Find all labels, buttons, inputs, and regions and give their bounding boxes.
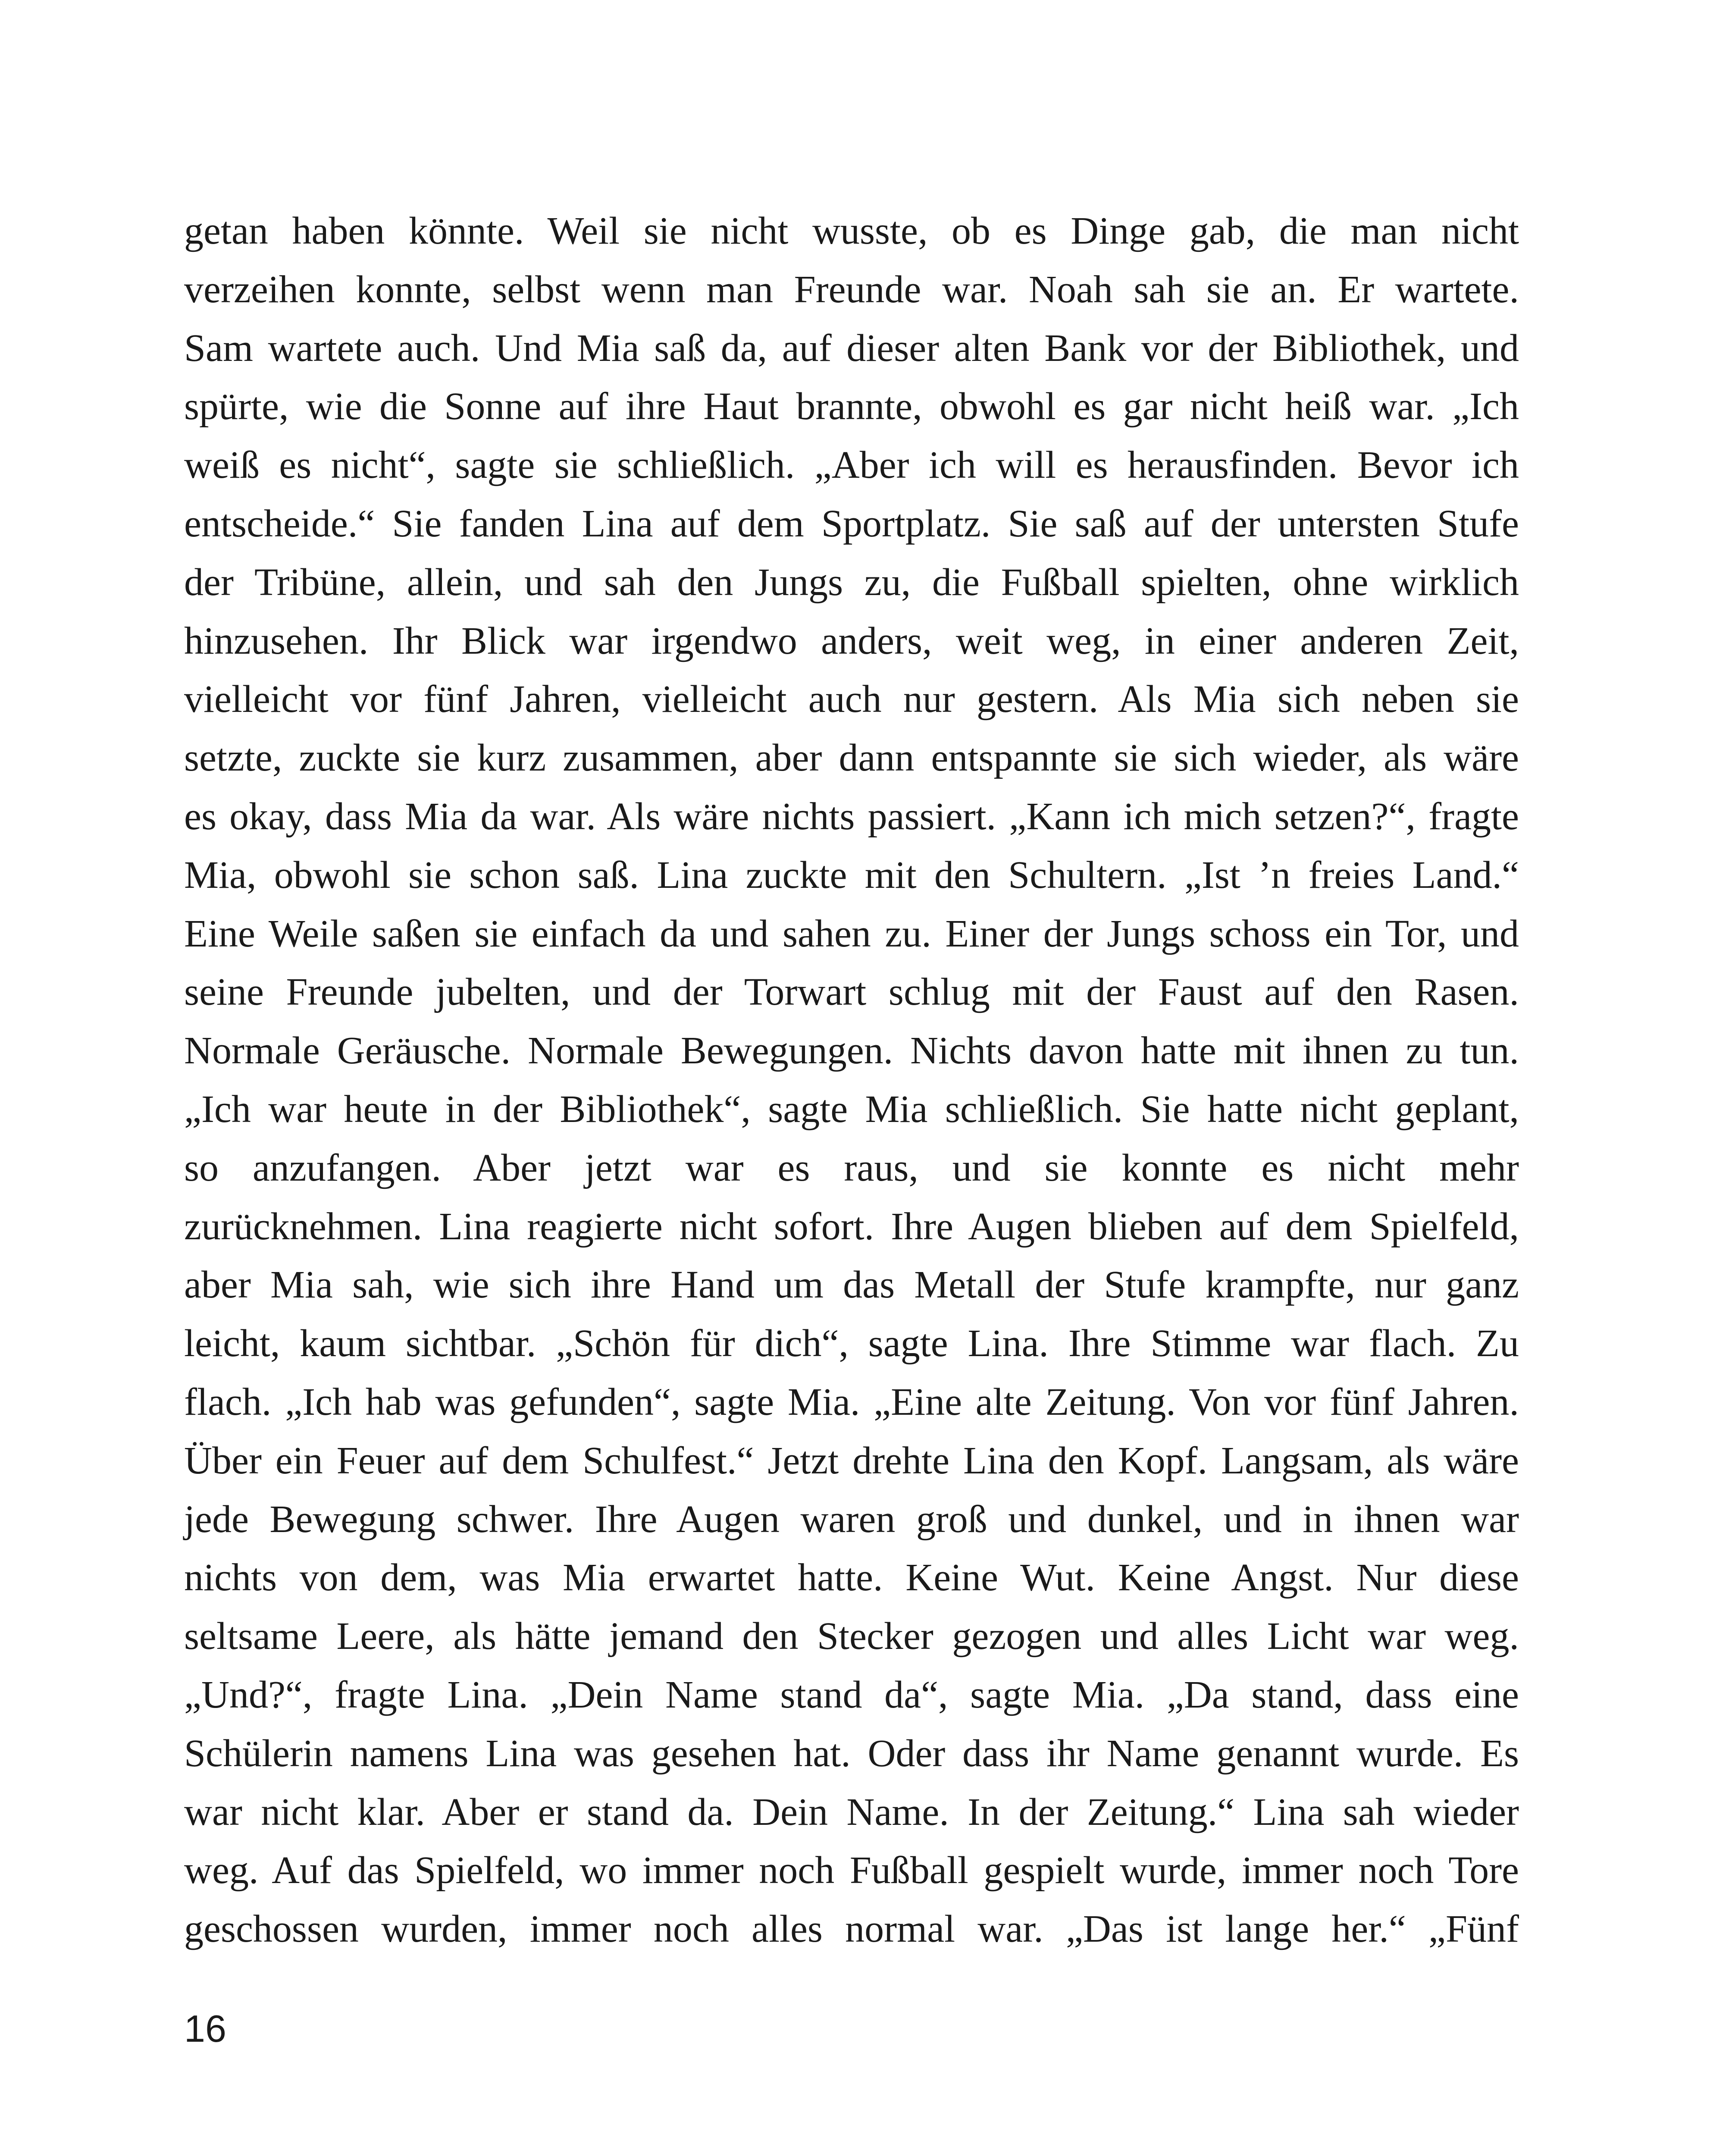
text-line: flach. „Ich hab was gefunden“, sagte Mia. „Eine alte Zeitung. Von vor fünf Jahren. — [184, 1380, 1519, 1423]
text-line: es okay, dass Mia da war. Als wäre nichts passiert. „Kann ich mich setzen?“, fragte — [184, 795, 1519, 838]
text-line: weiß es nicht“, sagte sie schließlich. „Aber ich will es herausfinden. Bevor ich — [184, 444, 1519, 487]
text-line: getan haben könnte. Weil sie nicht wusste, ob es Dinge gab, die man nicht — [184, 210, 1519, 252]
text-line: „Ich war heute in der Bibliothek“, sagte Mia schließlich. Sie hatte nicht geplant, — [184, 1087, 1519, 1131]
text-line: vielleicht vor fünf Jahren, vielleicht auch nur gestern. Als Mia sich neben sie — [184, 678, 1519, 721]
body-text — [184, 202, 1519, 1959]
text-line: leicht, kaum sichtbar. „Schön für dich“, sagte Lina. Ihre Stimme war flach. Zu — [184, 1322, 1519, 1365]
text-line: Eine Weile saßen sie einfach da und sahen zu. Einer der Jungs schoss ein Tor, und — [184, 912, 1519, 955]
text-line: seine Freunde jubelten, und der Torwart schlug mit der Faust auf den Rasen. — [184, 971, 1519, 1014]
text-line: hinzusehen. Ihr Blick war irgendwo anders, weit weg, in einer anderen Zeit, — [184, 619, 1519, 662]
text-line: nichts von dem, was Mia erwartet hatte. Keine Wut. Keine Angst. Nur diese — [184, 1556, 1519, 1599]
page-number: 16 — [184, 2007, 226, 2050]
text-line: geschossen wurden, immer noch alles normal war. „Das ist lange her.“ „Fünf — [184, 1908, 1519, 1951]
text-line: Normale Geräusche. Normale Bewegungen. Nichts davon hatte mit ihnen zu tun. — [184, 1029, 1519, 1072]
text-line: Mia, obwohl sie schon saß. Lina zuckte mit den Schultern. „Ist ’n freies Land.“ — [184, 853, 1519, 896]
text-line: spürte, wie die Sonne auf ihre Haut brannte, obwohl es gar nicht heiß war. „Ich — [184, 385, 1519, 428]
text-line: jede Bewegung schwer. Ihre Augen waren groß und dunkel, und in ihnen war — [184, 1498, 1519, 1541]
text-line: Schülerin namens Lina was gesehen hat. Oder dass ihr Name genannt wurde. Es — [184, 1732, 1519, 1775]
text-line: Sam wartete auch. Und Mia saß da, auf dieser alten Bank vor der Bibliothek, und — [184, 326, 1519, 370]
text-line: aber Mia sah, wie sich ihre Hand um das Metall der Stufe krampfte, nur ganz — [184, 1263, 1519, 1307]
text-line: setzte, zuckte sie kurz zusammen, aber dann entspannte sie sich wieder, als wäre — [184, 736, 1519, 780]
text-line: war nicht klar. Aber er stand da. Dein Name. In der Zeitung.“ Lina sah wieder — [184, 1790, 1519, 1833]
text-line: zurücknehmen. Lina reagierte nicht sofort. Ihre Augen blieben auf dem Spielfeld, — [184, 1205, 1519, 1248]
text-line: weg. Auf das Spielfeld, wo immer noch Fußball gespielt wurde, immer noch Tore — [184, 1849, 1519, 1892]
text-line: seltsame Leere, als hätte jemand den Stecker gezogen und alles Licht war weg. — [184, 1615, 1519, 1658]
text-line: „Und?“, fragte Lina. „Dein Name stand da“, sagte Mia. „Da stand, dass eine — [184, 1673, 1519, 1716]
text-line: verzeihen konnte, selbst wenn man Freunde war. Noah sah sie an. Er wartete. — [184, 268, 1519, 311]
text-line: Über ein Feuer auf dem Schulfest.“ Jetzt drehte Lina den Kopf. Langsam, als wäre — [184, 1439, 1519, 1482]
text-line: der Tribüne, allein, und sah den Jungs zu, die Fußball spielten, ohne wirklich — [184, 561, 1519, 604]
text-line: entscheide.“ Sie fanden Lina auf dem Sportplatz. Sie saß auf der untersten Stufe — [184, 502, 1519, 545]
text-line: so anzufangen. Aber jetzt war es raus, und sie konnte es nicht mehr — [184, 1146, 1519, 1189]
